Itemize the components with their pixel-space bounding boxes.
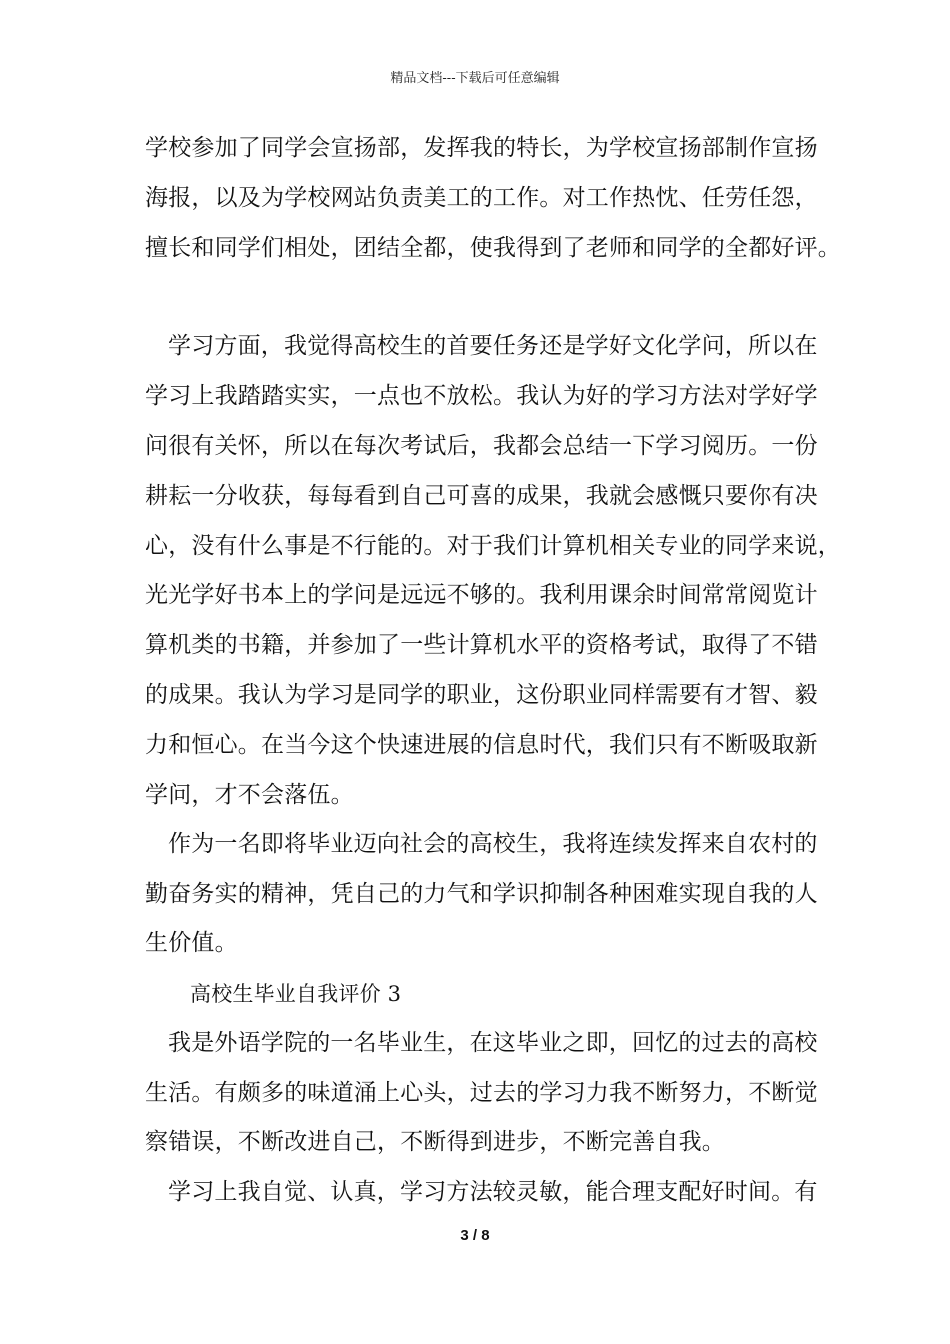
text-line: 心，没有什么事是不行能的。对于我们计算机相关专业的同学来说， bbox=[145, 533, 841, 559]
text-line: 作为一名即将毕业迈向社会的高校生，我将连续发挥来自农村的 bbox=[168, 831, 818, 857]
text-line: 勤奋务实的精神，凭自己的力气和学识抑制各种困难实现自我的人 bbox=[145, 881, 818, 907]
text-line: 算机类的书籍，并参加了一些计算机水平的资格考试，取得了不错 bbox=[145, 632, 818, 658]
text-line: 学问，才不会落伍。 bbox=[145, 782, 354, 808]
text-line: 光光学好书本上的学问是远远不够的。我利用课余时间常常阅览计 bbox=[145, 582, 818, 608]
text-line: 察错误，不断改进自己，不断得到进步，不断完善自我。 bbox=[145, 1129, 725, 1155]
page-number: 3 / 8 bbox=[460, 1227, 490, 1244]
text-line: 耕耘一分收获，每每看到自己可喜的成果，我就会感慨只要你有决 bbox=[145, 483, 818, 509]
text-line: 力和恒心。在当今这个快速进展的信息时代，我们只有不断吸取新 bbox=[145, 732, 818, 758]
text-line: 问很有关怀，所以在每次考试后，我都会总结一下学习阅历。一份 bbox=[145, 433, 818, 459]
text-line: 生价值。 bbox=[145, 930, 238, 956]
text-line: 学习上我自觉、认真，学习方法较灵敏，能合理支配好时间。有 bbox=[168, 1179, 818, 1205]
text-line: 的成果。我认为学习是同学的职业，这份职业同样需要有才智、毅 bbox=[145, 682, 818, 708]
page-header: 精品文档---下载后可任意编辑 bbox=[390, 71, 560, 86]
text-line: 学习方面，我觉得高校生的首要任务还是学好文化学问，所以在 bbox=[168, 333, 818, 359]
text-line: 擅长和同学们相处，团结全都，使我得到了老师和同学的全都好评。 bbox=[145, 235, 841, 261]
text-line: 学校参加了同学会宣扬部，发挥我的特长，为学校宣扬部制作宣扬 bbox=[145, 135, 818, 161]
text-line: 生活。有颇多的味道涌上心头，过去的学习力我不断努力，不断觉 bbox=[145, 1080, 818, 1106]
text-line: 海报，以及为学校网站负责美工的工作。对工作热忱、任劳任怨， bbox=[145, 185, 818, 211]
section-heading: 高校生毕业自我评价 3 bbox=[190, 982, 402, 1006]
text-line: 我是外语学院的一名毕业生，在这毕业之即，回忆的过去的高校 bbox=[168, 1030, 818, 1056]
text-line: 学习上我踏踏实实，一点也不放松。我认为好的学习方法对学好学 bbox=[145, 383, 818, 409]
